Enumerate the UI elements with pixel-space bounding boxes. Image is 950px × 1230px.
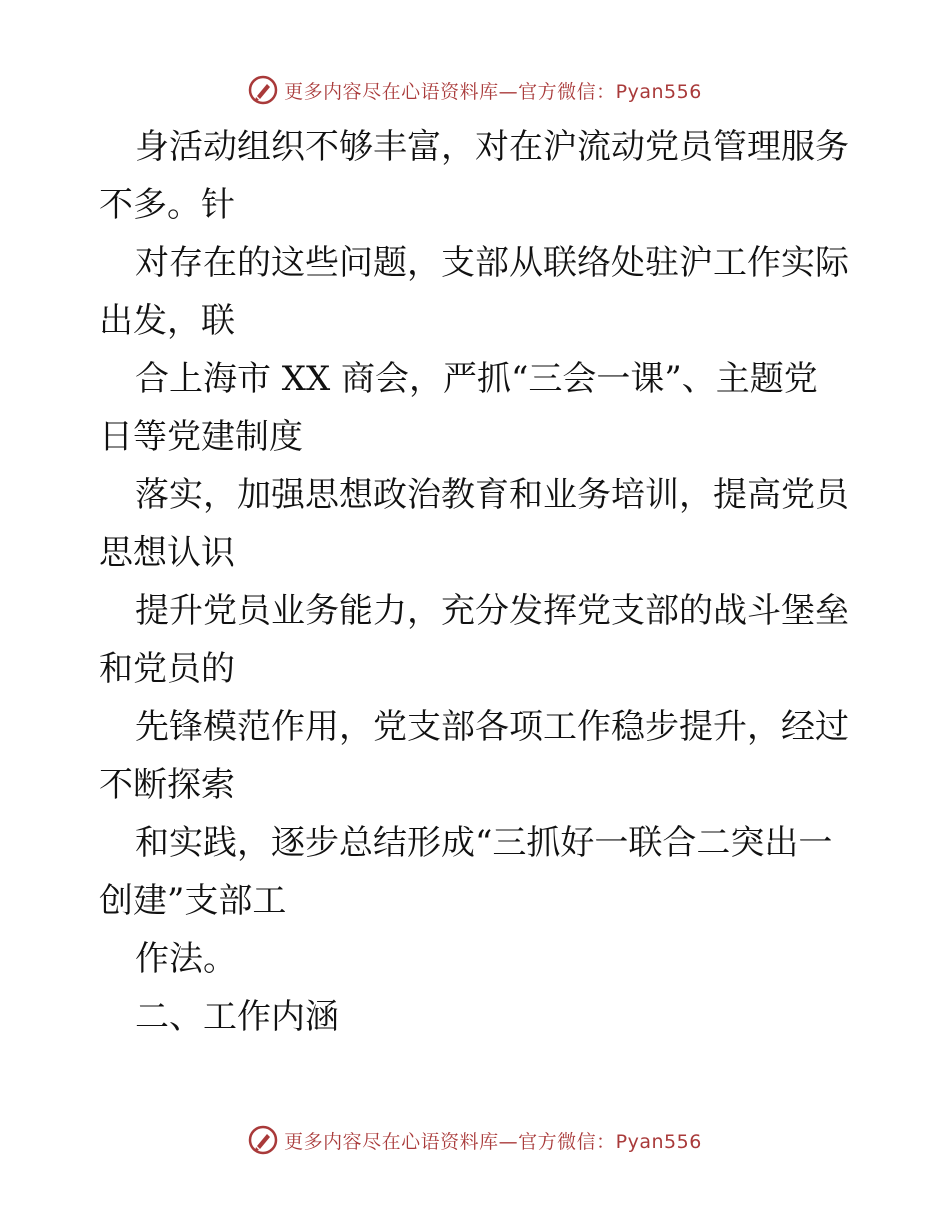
header-watermark bbox=[0, 70, 950, 110]
text-line: 合上海市 XX 商会，严抓“三会一课”、主题党 bbox=[135, 359, 818, 399]
document-body bbox=[99, 118, 859, 1046]
text-line: 对存在的这些问题，支部从联络处驻沪工作实际 bbox=[135, 243, 849, 283]
pen-logo-icon bbox=[248, 75, 278, 105]
text-line: 先锋模范作用，党支部各项工作稳步提升，经过 bbox=[135, 707, 849, 747]
text-line: 日等党建制度 bbox=[99, 417, 303, 457]
footer-watermark bbox=[0, 1120, 950, 1160]
text-line: 提升党员业务能力，充分发挥党支部的战斗堡垒 bbox=[135, 591, 849, 631]
pen-logo-icon bbox=[248, 1125, 278, 1155]
text-line: 身活动组织不够丰富，对在沪流动党员管理服务 bbox=[135, 127, 849, 167]
text-line: 和实践，逐步总结形成“三抓好一联合二突出一 bbox=[135, 823, 833, 863]
text-line: 不断探索 bbox=[99, 765, 235, 805]
watermark-text: 更多内容尽在心语资料库—官方微信：Pyan556 bbox=[284, 80, 702, 103]
section-heading: 二、工作内涵 bbox=[135, 997, 339, 1037]
text-line: 不多。针 bbox=[99, 185, 235, 225]
text-line: 落实，加强思想政治教育和业务培训，提高党员 bbox=[135, 475, 849, 515]
text-line: 作法。 bbox=[135, 939, 237, 979]
text-line: 和党员的 bbox=[99, 649, 235, 689]
watermark-text: 更多内容尽在心语资料库—官方微信：Pyan556 bbox=[284, 1130, 702, 1153]
text-line: 出发，联 bbox=[99, 301, 235, 341]
text-line: 创建”支部工 bbox=[99, 881, 287, 921]
text-line: 思想认识 bbox=[99, 533, 235, 573]
